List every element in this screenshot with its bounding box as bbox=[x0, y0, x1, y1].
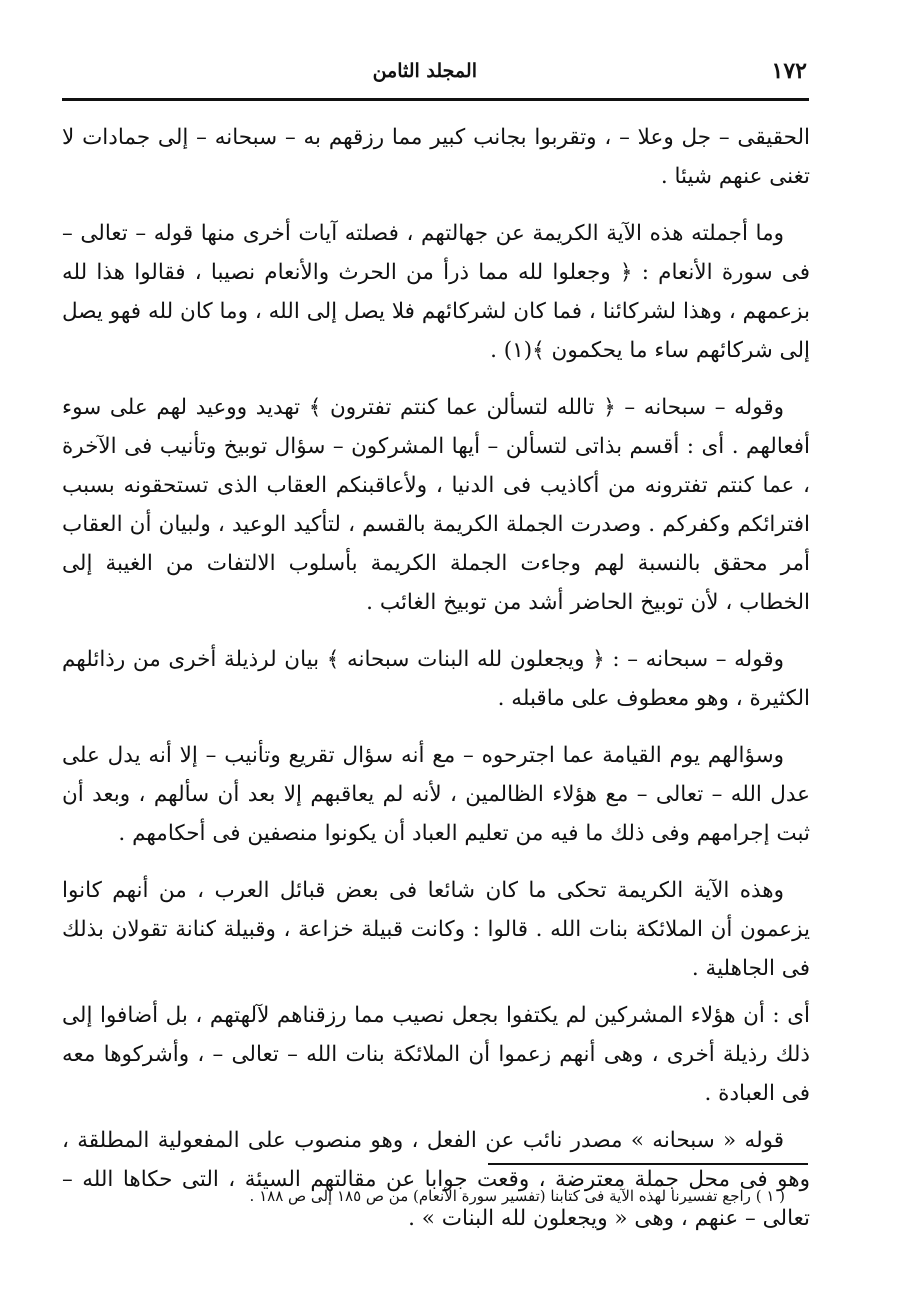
main-text bbox=[62, 118, 810, 1256]
header-divider bbox=[62, 98, 809, 101]
paragraph: وقوله – سبحانه – : ﴿ ويجعلون لله البنات سبحانه ﴾ بيان لرذيلة أخرى من رذائلهم الكثيرة ، وهو معطوف على ماقبله . bbox=[62, 647, 810, 711]
paragraph: أى : أن هؤلاء المشركين لم يكتفوا بجعل نصيب مما رزقناهم لآلهتهم ، بل أضافوا إلى ذلك رذيلة أخرى ، وهى أنهم زعموا أن الملائكة بنات الله – تعالى – ، وأشركوها معه فى العبادة . bbox=[62, 1003, 810, 1106]
paragraph: الحقيقى – جل وعلا – ، وتقربوا بجانب كبير مما رزقهم به – سبحانه – إلى جمادات لا تغنى عنهم شيئا . bbox=[62, 125, 810, 189]
paragraph: وقوله – سبحانه – ﴿ تالله لتسألن عما كنتم تفترون ﴾ تهديد ووعيد لهم على سوء أفعالهم . أى : أقسم بذاتى لتسألن – أيها المشركون – سؤال توبيخ وتأنيب فى الآخرة ، عما كنتم تفترونه من أكاذيب فى الدنيا ، ولأعاقبنكم العقاب الذى تستحقونه بسبب افترائكم وكفركم . وصدرت الجملة الكريمة بالقسم ، لتأكيد الوعيد ، ولبيان أن العقاب أمر محقق بالنسبة لهم وجاءت الجملة الكريمة بأسلوب الالتفات من الغيبة إلى الخطاب ، لأن توبيخ الحاضر أشد من توبيخ الغائب . bbox=[62, 395, 810, 615]
paragraph: وسؤالهم يوم القيامة عما اجترحوه – مع أنه سؤال تقريع وتأنيب – إلا أنه يدل على عدل الله – تعالى – مع هؤلاء الظالمين ، لأنه لم يعاقبهم إلا بعد أن سألهم ، وبعد أن ثبت إجرامهم وفى ذلك ما فيه من تعليم العباد أن يكونوا منصفين فى أحكامهم . bbox=[62, 743, 810, 846]
paragraph: وهذه الآية الكريمة تحكى ما كان شائعا فى بعض قبائل العرب ، من أنهم كانوا يزعمون أن الملائكة بنات الله . قالوا : وكانت قبيلة خزاعة ، وقبيلة كنانة تقولان بذلك فى الجاهلية . bbox=[62, 878, 810, 981]
paragraph: وما أجملته هذه الآية الكريمة عن جهالتهم ، فصلته آيات أخرى منها قوله – تعالى – فى سورة الأنعام : ﴿ وجعلوا لله مما ذرأ من الحرث والأنعام نصيبا ، فقالوا هذا لله بزعمهم ، وهذا لشركائنا ، فما كان لشركائهم فلا يصل إلى الله ، وما كان لله فهو يصل إلى شركائهم ساء ما يحكمون ﴾(١) . bbox=[62, 221, 810, 363]
paragraph: قوله « سبحانه » مصدر نائب عن الفعل ، وهو منصوب على المفعولية المطلقة ، وهو فى محل جملة معترضة ، وقعت جوابا عن مقالتهم السيئة ، التى حكاها الله – تعالى – عنهم ، وهى « ويجعلون لله البنات » . bbox=[62, 1128, 810, 1231]
running-head bbox=[62, 58, 807, 92]
volume-title: المجلد الثامن bbox=[372, 60, 477, 82]
footnote-divider bbox=[488, 1163, 808, 1165]
page-number: ١٧٢ bbox=[771, 58, 807, 84]
footnote: ( ١ ) راجع تفسيرنا لهذه الآية فى كتابنا (تفسير سورة الأنعام) من ص ١٨٥ إلى ص ١٨٨ . bbox=[249, 1187, 785, 1205]
